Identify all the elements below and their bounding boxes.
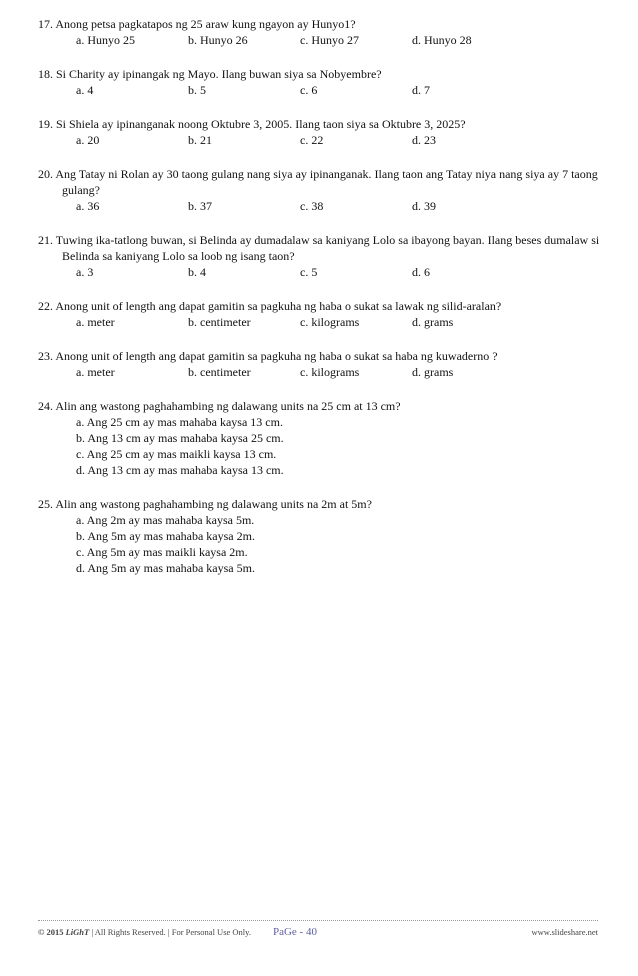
option-d: d. Ang 13 cm ay mas mahaba kaysa 13 cm. — [76, 463, 284, 477]
question-19 — [38, 116, 613, 148]
option-a: a. Hunyo 25 — [76, 33, 135, 47]
worksheet-content — [38, 16, 613, 594]
question-text: 20. Ang Tatay ni Rolan ay 30 taong gulang nang siya ay ipinanganak. Ilang taon ang Tatay niya nang siya ay 7 taong gulang? — [38, 167, 598, 197]
answer-options — [38, 82, 613, 98]
option-d: d. grams — [412, 315, 454, 329]
option-a: a. 36 — [76, 199, 100, 213]
option-c: c. Hunyo 27 — [300, 33, 359, 47]
option-b: b. Ang 13 cm ay mas mahaba kaysa 25 cm. — [76, 431, 284, 445]
rights-text: | All Rights Reserved. | For Personal Use Only. — [89, 927, 251, 937]
option-a: a. 20 — [76, 133, 100, 147]
option-c: c. kilograms — [300, 315, 360, 329]
option-a: a. 4 — [76, 83, 94, 97]
option-b: b. centimeter — [188, 365, 251, 379]
answer-options — [38, 512, 613, 576]
brand-name: LiGhT — [65, 927, 90, 937]
option-d: d. Hunyo 28 — [412, 33, 472, 47]
option-d: d. grams — [412, 365, 454, 379]
option-b: b. 5 — [188, 83, 206, 97]
option-a: a. Ang 2m ay mas mahaba kaysa 5m. — [76, 513, 255, 527]
answer-options — [38, 314, 613, 330]
option-b: b. 37 — [188, 199, 212, 213]
question-17 — [38, 16, 613, 48]
question-text: 25. Alin ang wastong paghahambing ng dalawang units na 2m at 5m? — [38, 497, 372, 511]
option-d: d. 23 — [412, 133, 436, 147]
option-c: c. 38 — [300, 199, 324, 213]
option-b: b. Ang 5m ay mas mahaba kaysa 2m. — [76, 529, 255, 543]
answer-options — [38, 364, 613, 380]
question-18 — [38, 66, 613, 98]
option-a: a. meter — [76, 365, 115, 379]
footer-row — [38, 926, 598, 938]
page-number: PaGe - 40 — [272, 926, 317, 938]
question-25 — [38, 496, 613, 576]
question-text: 22. Anong unit of length ang dapat gamitin sa pagkuha ng haba o sukat sa lawak ng silid-aralan? — [38, 299, 502, 313]
question-text: 23. Anong unit of length ang dapat gamitin sa pagkuha ng haba o sukat sa haba ng kuwaderno ? — [38, 349, 498, 363]
answer-options — [38, 198, 613, 214]
option-a: a. 3 — [76, 265, 94, 279]
question-text: 17. Anong petsa pagkatapos ng 25 araw kung ngayon ay Hunyo1? — [38, 17, 356, 31]
question-24 — [38, 398, 613, 478]
option-c: c. Ang 5m ay mas maikli kaysa 2m. — [76, 545, 248, 559]
answer-options — [38, 32, 613, 48]
copyright-prefix: © 2015 — [38, 927, 66, 937]
option-d: d. 7 — [412, 83, 430, 97]
option-b: b. Hunyo 26 — [188, 33, 248, 47]
question-text: 21. Tuwing ika-tatlong buwan, si Belinda ay dumadalaw sa kaniyang Lolo sa ibayong bayan. Ilang beses dumalaw si Belinda sa kaniyang Lolo sa loob ng isang taon? — [38, 233, 600, 263]
option-d: d. 39 — [412, 199, 436, 213]
option-b: b. centimeter — [188, 315, 251, 329]
footer-copyright — [38, 927, 251, 937]
option-b: b. 21 — [188, 133, 212, 147]
option-c: c. 6 — [300, 83, 318, 97]
question-text: 24. Alin ang wastong paghahambing ng dalawang units na 25 cm at 13 cm? — [38, 399, 401, 413]
question-23 — [38, 348, 613, 380]
question-22 — [38, 298, 613, 330]
option-c: c. 5 — [300, 265, 318, 279]
footer-divider — [38, 920, 598, 921]
option-c: c. 22 — [300, 133, 324, 147]
question-21 — [38, 232, 613, 280]
page-footer — [38, 920, 598, 938]
answer-options — [38, 414, 613, 478]
question-20 — [38, 166, 613, 214]
option-a: a. meter — [76, 315, 115, 329]
answer-options — [38, 264, 613, 280]
answer-options — [38, 132, 613, 148]
option-b: b. 4 — [188, 265, 206, 279]
option-c: c. Ang 25 cm ay mas maikli kaysa 13 cm. — [76, 447, 277, 461]
option-a: a. Ang 25 cm ay mas mahaba kaysa 13 cm. — [76, 415, 283, 429]
question-text: 18. Si Charity ay ipinangak ng Mayo. Ilang buwan siya sa Nobyembre? — [38, 67, 382, 81]
option-d: d. Ang 5m ay mas mahaba kaysa 5m. — [76, 561, 255, 575]
option-d: d. 6 — [412, 265, 430, 279]
source-url: www.slideshare.net — [531, 927, 598, 937]
option-c: c. kilograms — [300, 365, 360, 379]
question-text: 19. Si Shiela ay ipinanganak noong Oktubre 3, 2005. Ilang taon siya sa Oktubre 3, 2025? — [38, 117, 466, 131]
